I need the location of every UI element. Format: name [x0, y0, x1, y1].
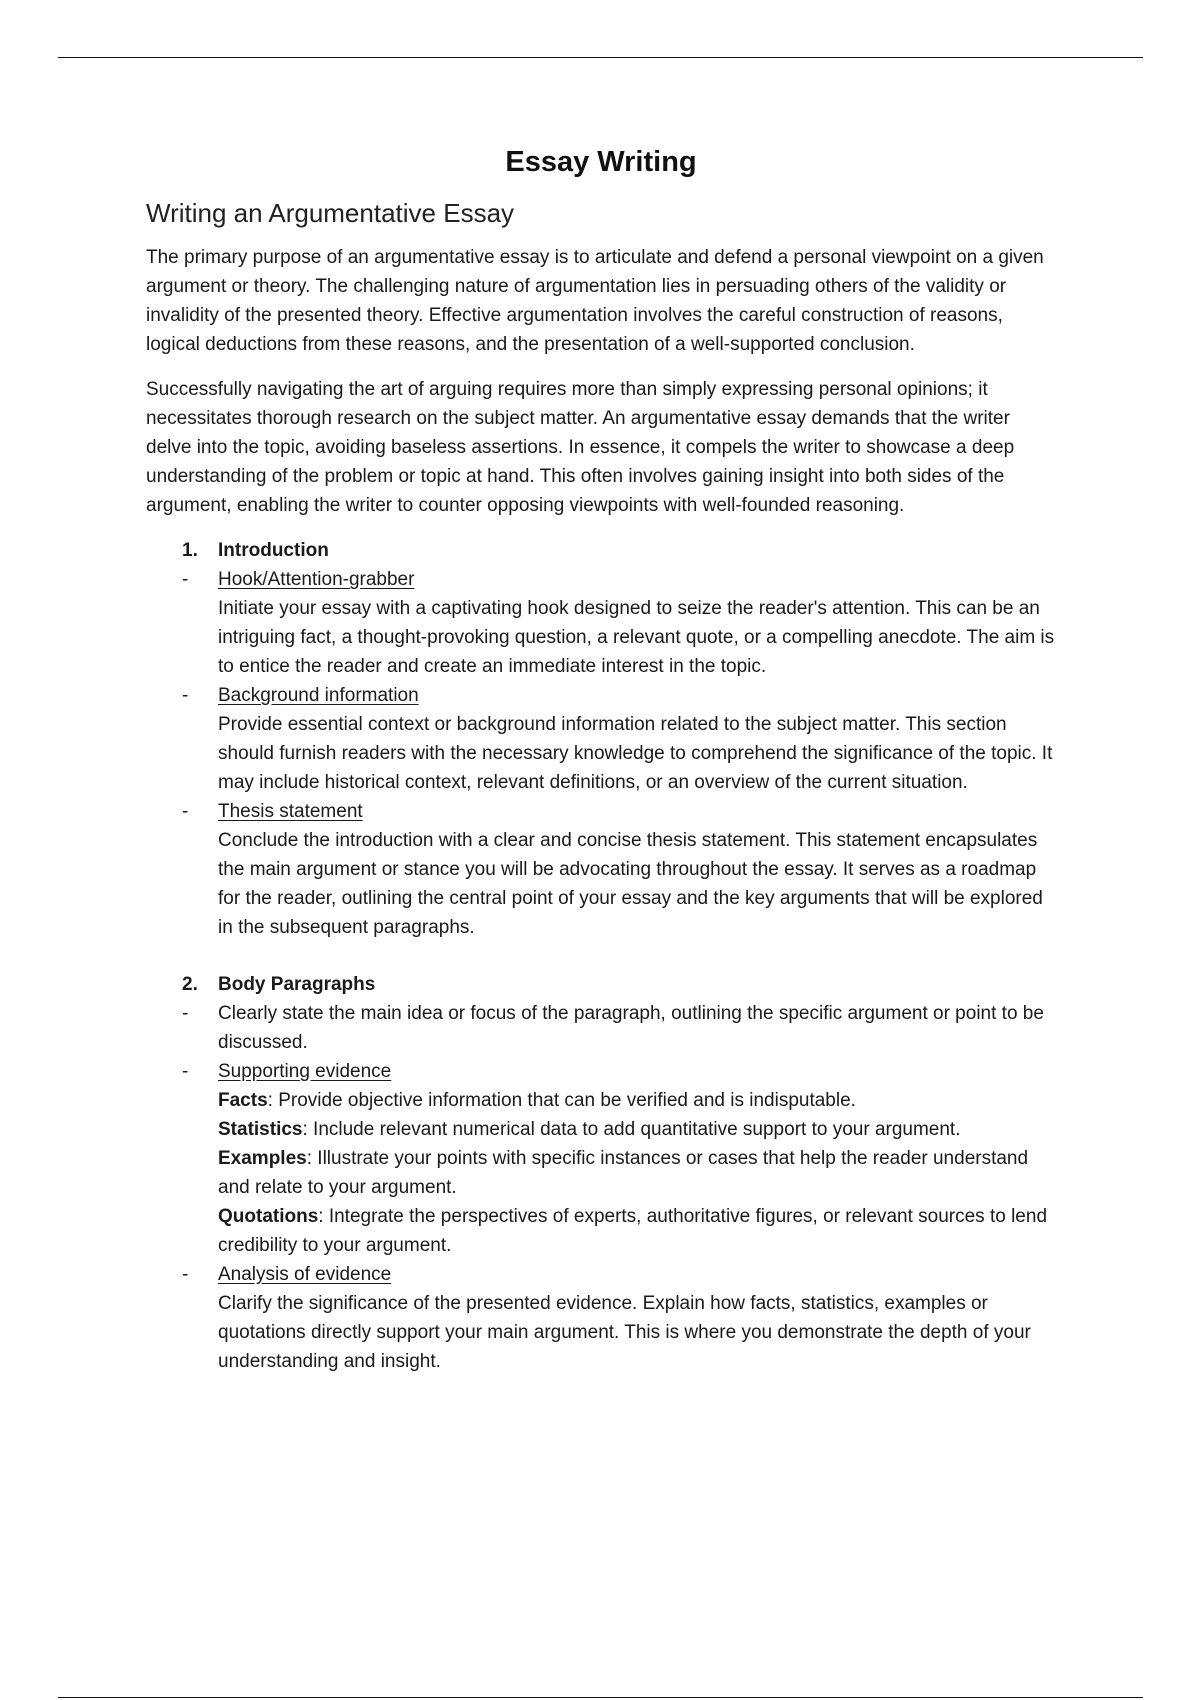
term-description: : Integrate the perspectives of experts, authoritative figures, or relevant sources to lend credibility to your argument. [218, 1205, 1048, 1256]
term-label: Facts [218, 1089, 268, 1111]
dash-bullet: - [182, 1060, 189, 1082]
evidence-examples [218, 1144, 1056, 1202]
intro-paragraph-2: Successfully navigating the art of arguing requires more than simply expressing personal opinions; it necessitates thorough research on the subject matter. An argumentative essay demands that the writer delve into the topic, avoiding baseless assertions. In essence, it compels the writer to showcase a deep understanding of the problem or topic at hand. This often involves gaining insight into both sides of the argument, enabling the writer to counter opposing viewpoints with well-founded reasoning. [146, 378, 1015, 516]
subheading-thesis: Thesis statement [218, 800, 363, 822]
section-body-paragraphs-heading [146, 970, 1056, 999]
list-item [146, 797, 1056, 942]
dash-bullet: - [182, 684, 189, 706]
dash-bullet: - [182, 1263, 189, 1285]
term-label: Quotations [218, 1205, 319, 1227]
section-introduction-heading [146, 536, 1056, 565]
evidence-statistics [218, 1115, 1056, 1144]
term-description: : Provide objective information that can be verified and is indisputable. [267, 1089, 856, 1111]
subheading-analysis: Analysis of evidence [218, 1263, 392, 1285]
list-item [146, 999, 1056, 1057]
evidence-quotations [218, 1202, 1056, 1260]
term-label: Examples [218, 1147, 307, 1169]
section-title: Introduction [218, 539, 329, 561]
subheading-body: Conclude the introduction with a clear and concise thesis statement. This statement encapsulates the main argument or stance you will be advocating throughout the essay. It serves as a roadmap for the reader, outlining the central point of your essay and the key arguments that will be explored in the subsequent paragraphs. [218, 829, 1043, 938]
subheading-background: Background information [218, 684, 419, 706]
intro-paragraph-1: The primary purpose of an argumentative essay is to articulate and defend a personal viewpoint on a given argument or theory. The challenging nature of argumentation lies in persuading others of the validity or invalidity of the presented theory. Effective argumentation involves the careful construction of reasons, logical deductions from these reasons, and the presentation of a well-supported conclusion. [146, 246, 1044, 355]
term-description: : Illustrate your points with specific instances or cases that help the reader understand and relate to your argument. [218, 1147, 1029, 1198]
section-spacer [146, 942, 1056, 970]
footer-rule [58, 1697, 1143, 1698]
section-heading: Writing an Argumentative Essay [146, 197, 515, 228]
header-rule [58, 57, 1143, 58]
list-item [146, 565, 1056, 681]
section-number: 1. [182, 539, 198, 561]
subheading-body: Clarify the significance of the presented evidence. Explain how facts, statistics, examples or quotations directly support your main argument. This is where you demonstrate the depth of your understanding and insight. [218, 1292, 1031, 1372]
subheading-body: Initiate your essay with a captivating hook designed to seize the reader's attention. This can be an intriguing fact, a thought-provoking question, a relevant quote, or a compelling anecdote. The aim is to entice the reader and create an immediate interest in the topic. [218, 597, 1055, 677]
term-description: : Include relevant numerical data to add quantitative support to your argument. [302, 1118, 961, 1140]
document-body [146, 145, 1056, 1376]
list-item-text: Clearly state the main idea or focus of the paragraph, outlining the specific argument or point to be discussed. [218, 1002, 1044, 1053]
term-label: Statistics [218, 1118, 303, 1140]
list-item [146, 1260, 1056, 1376]
document-title: Essay Writing [505, 146, 697, 178]
subheading-hook: Hook/Attention-grabber [218, 568, 415, 590]
dash-bullet: - [182, 1002, 189, 1024]
section-number: 2. [182, 973, 198, 995]
list-item [146, 1057, 1056, 1260]
subheading-body: Provide essential context or background information related to the subject matter. This section should furnish readers with the necessary knowledge to comprehend the significance of the topic. It may include historical context, relevant definitions, or an overview of the current situation. [218, 713, 1053, 793]
subheading-supporting-evidence: Supporting evidence [218, 1060, 392, 1082]
dash-bullet: - [182, 800, 189, 822]
dash-bullet: - [182, 568, 189, 590]
section-title: Body Paragraphs [218, 973, 376, 995]
evidence-facts [218, 1086, 1056, 1115]
list-item [146, 681, 1056, 797]
